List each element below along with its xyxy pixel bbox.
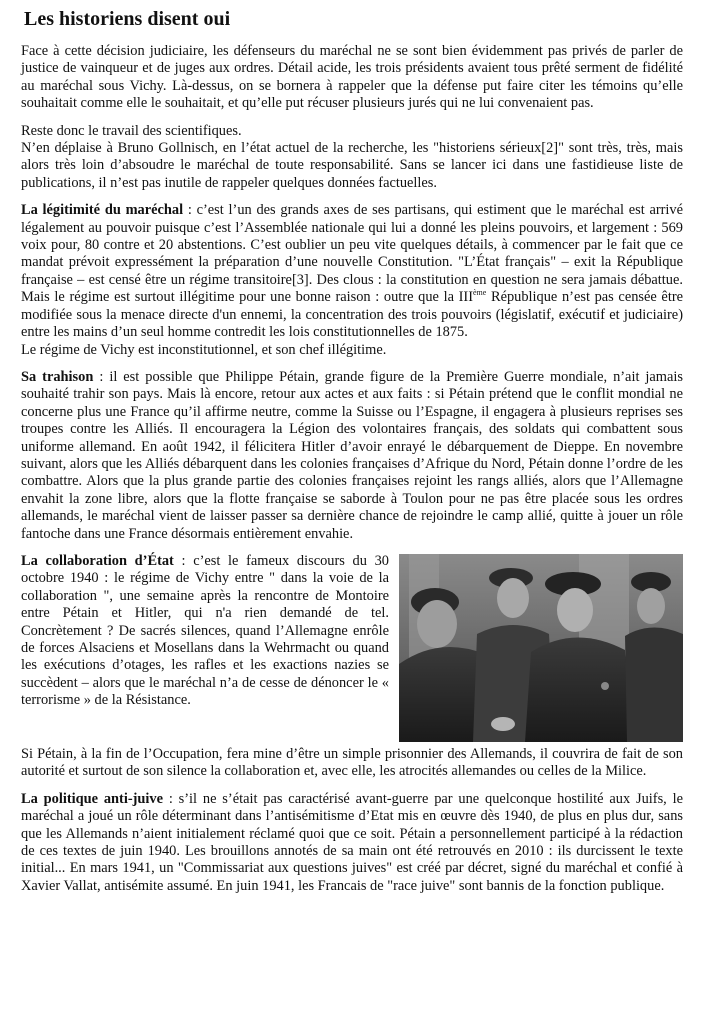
antijewish-text: : s’il ne s’était pas caractérisé avant-guerre par une quelconque hostilité aux Juifs, le maréchal a joué un rôle déterminant dans l’antisémitisme d’Etat mis en œuvre dès 1940, de plus en plus dur, sans que les Allemands n’aient initialement réclamé quoi que ce soit. Pétain a personnellement participé à la rédaction de ces textes de juin 1940. Les brouillons annotés de sa main ont été retrouvés en 2010 : ils durcissent le texte initial... En mars 1941, un "Commissariat aux questions juives" est créé par décret, signé du maréchal et confié à Xavier Vallat, antisémite assumé. En juin 1941, les Francais de "race juive" sont bannis de la fonction publique. [21, 790, 683, 894]
collaboration-text: : c’est le fameux discours du 30 octobre 1940 : le régime de Vichy entre " dans la voie de la collaboration ", une semaine après la rencontre de Montoire entre Pétain et Hitler, qui n'a rien demandé de tel. Concrètement ? De sacrés silences, quand l’Allemagne enrôle de forces Alsaciens et Mosellans dans la Wehrmacht ou quand les exécutions d’otages, les rafles et les exactions nazies se succèdent – alors que le maréchal n’a de cesse de dénoncer le « terrorisme » de la Résistance. [21, 552, 389, 709]
scientists-text: N’en déplaise à Bruno Gollnisch, en l’état actuel de la recherche, les "historiens sérieux[2]" sont très, très, mais alors très loin d’absoudre le maréchal de toute responsabilité. Sans se lancer ici dans une fastidieuse liste de publications, il n’est pas inutile de rappeler quelques données factuelles. [21, 140, 683, 191]
legitimacy-text: : c’est l’un des grands axes de ses partisans, qui estiment que le maréchal est arrivé légalement au pouvoir puisque c’est l’Assemblée nationale qui lui a donné les pleins pouvoirs, et largement : 569 voix pour, 80 contre et 20 abstentions. C’est oublier un peu vite quelques détails, à commencer par le fait que ce mandat prévoit expressément la préparation d’une nouvelle Constitution. "L’État français" – exit la République française – est censé être un régime transitoire[3]. Des clous : la constitution en question ne sera jamais débattue. Mais le régime est surtout illégitime pour une bonne raison : outre que la III [21, 202, 684, 306]
legitimacy-paragraph [21, 202, 683, 359]
legitimacy-conclusion: Le régime de Vichy est inconstitutionnel, et son chef illégitime. [21, 341, 387, 358]
scientists-paragraph [21, 123, 683, 193]
photo-illustration [399, 554, 683, 742]
legitimacy-heading: La légitimité du maréchal [21, 202, 184, 219]
scientists-lead: Reste donc le travail des scientifiques. [21, 122, 242, 139]
treason-paragraph [21, 369, 683, 543]
treason-heading: Sa trahison [21, 368, 94, 385]
antijewish-heading: La politique anti-juive [21, 790, 163, 807]
treason-text: : il est possible que Philippe Pétain, grande figure de la Première Guerre mondiale, n’ait jamais souhaité trahir son pays. Mais là encore, retour aux actes et aux faits : si Pétain prétend que le conflit mondial ne concerne plus une France qu’il affirme neutre, comme la Suisse ou l’Espagne, il engagera à plusieurs reprises ses troupes contre les Alliés. Il encouragera la Légion des volontaires français, des soldats qui combattent sous uniforme allemand. En août 1942, il félicitera Hitler d’avoir enrayé le débarquement de Dieppe. En novembre suivant, alors que les Alliés débarquent dans les colonies françaises d’Afrique du Nord, Pétain donne l’ordre de les combattre. Alors que la plus grande partie des colonies françaises rejoint les rangs alliés, alors que l’Allemagne envahit la zone libre, alors que la flotte française se saborde à Toulon pour ne pas être placée sous les ordres allemands, le maréchal vient de laisser passer sa dernière chance de rejoindre le camp allié, quitte à jouer un rôle fantoche dans une France désormais entièrement envahie. [21, 368, 683, 542]
intro-paragraph: Face à cette décision judiciaire, les défenseurs du maréchal ne se sont bien évidemment pas privés de parler de justice de vainqueur et de juges aux ordres. Détail acide, les trois présidents avaient tous prêté serment de fidélité au maréchal sous Vichy. Là-dessus, on se bornera à rappeler que la défense put faire citer les témoins qu’elle souhaitait comme elle le souhaitait, et qu’elle put récuser plusieurs jurés qui ne lui convenaient pas. [21, 43, 683, 112]
legitimacy-text-2: République n’est pas censée être modifiée sous la menace directe d'un ennemi, la concentration des trois pouvoirs (législatif, exécutif et judiciaire) entre les mains d’un seul homme contredit les lois constitutionnelles de 1875. [21, 289, 683, 341]
legitimacy-sup: ème [472, 288, 487, 298]
historical-photo [399, 554, 683, 742]
article-title: Les historiens disent oui [24, 8, 231, 30]
occupation-paragraph: Si Pétain, à la fin de l’Occupation, fera mine d’être un simple prisonnier des Allemands, il couvrira de fait de son autorité et surtout de son silence la collaboration et, avec elle, les atrocités allemandes ou celles de la Milice. [21, 745, 683, 780]
antijewish-paragraph [21, 791, 683, 895]
collaboration-heading: La collaboration d’État [21, 552, 174, 569]
